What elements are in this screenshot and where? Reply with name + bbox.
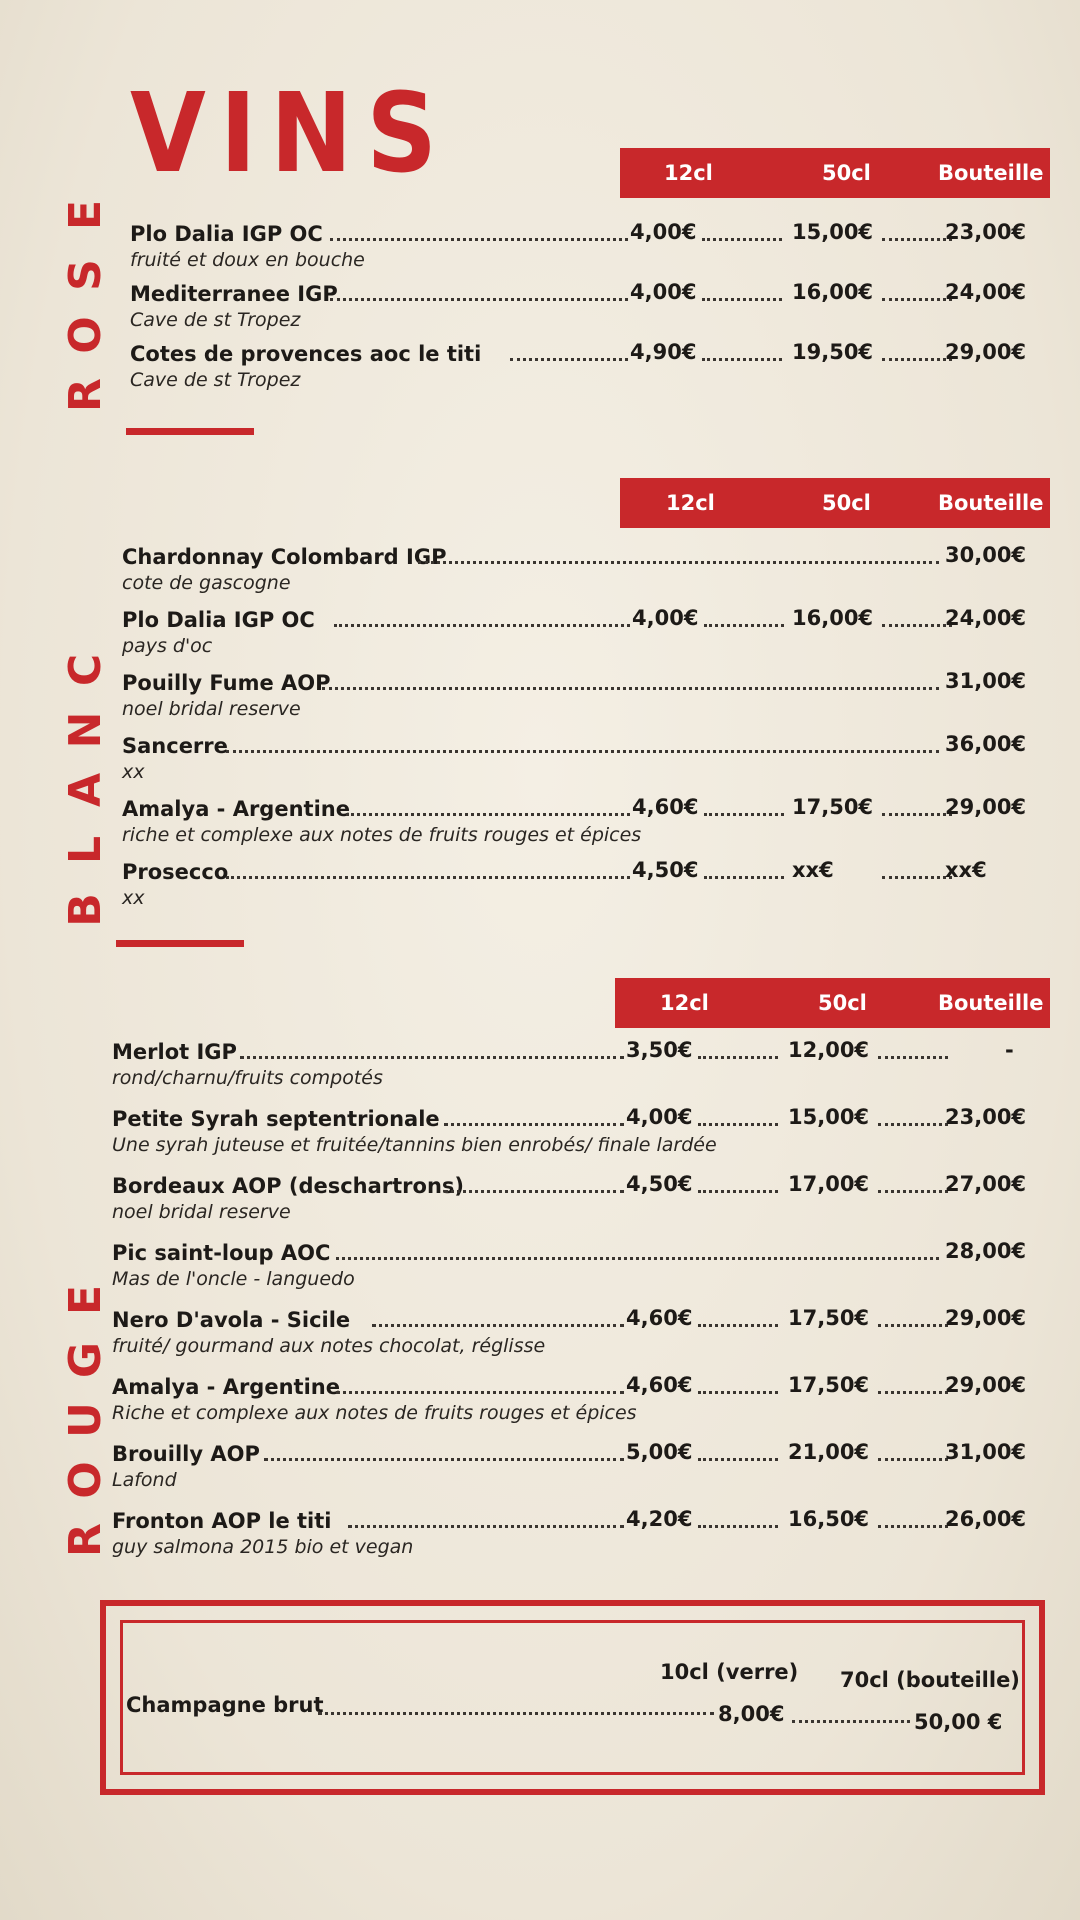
- header-c50: 50cl: [822, 161, 871, 185]
- price-bottle: 24,00€: [945, 606, 1027, 630]
- price-12cl: 3,50€: [626, 1038, 693, 1062]
- label-letter: B: [60, 893, 111, 927]
- header-bottle: Bouteille: [938, 991, 1044, 1015]
- wine-name: Prosecco: [122, 860, 229, 884]
- leader-dots: [702, 236, 782, 241]
- price-50cl: 16,00€: [792, 280, 874, 304]
- label-letter: L: [60, 835, 111, 865]
- price-50cl: 15,00€: [788, 1105, 870, 1129]
- wine-name: Pic saint-loup AOC: [112, 1241, 331, 1265]
- wine-description: xx: [122, 887, 145, 909]
- label-letter: E: [60, 199, 111, 231]
- label-letter: A: [60, 772, 111, 808]
- wine-description: Mas de l'oncle - languedo: [112, 1268, 355, 1290]
- price-bottle: 31,00€: [945, 1440, 1027, 1464]
- label-letter: N: [60, 711, 111, 749]
- leader-dots: [704, 622, 784, 627]
- label-letter: R: [60, 378, 111, 412]
- blanc-divider-rule: [116, 940, 244, 947]
- price-bottle: -: [1005, 1038, 1014, 1062]
- leader-dots: [882, 622, 952, 627]
- price-12cl: 4,00€: [630, 220, 697, 244]
- wine-description: Cave de st Tropez: [130, 309, 301, 331]
- leader-dots: [878, 1121, 948, 1126]
- wine-name: Fronton AOP le titi: [112, 1509, 332, 1533]
- blanc-price-header: [620, 478, 1050, 528]
- leader-dots: [372, 1322, 624, 1327]
- leader-dots: [264, 1456, 624, 1461]
- champagne-leader-dots-2: [792, 1718, 910, 1723]
- wine-description: Cave de st Tropez: [130, 369, 301, 391]
- price-bottle: xx€: [945, 858, 987, 882]
- champagne-col1-header: 10cl (verre): [660, 1660, 799, 1684]
- wine-description: Riche et complexe aux notes de fruits rouges et épices: [112, 1402, 637, 1424]
- label-letter: R: [60, 1523, 111, 1557]
- wine-name: Plo Dalia IGP OC: [130, 222, 323, 246]
- leader-dots: [444, 1121, 624, 1126]
- leader-dots: [704, 811, 784, 816]
- price-50cl: 19,50€: [792, 340, 874, 364]
- rouge-price-header: [615, 978, 1050, 1028]
- leader-dots: [878, 1322, 948, 1327]
- leader-dots: [878, 1456, 948, 1461]
- price-50cl: 17,00€: [788, 1172, 870, 1196]
- price-bottle: 27,00€: [945, 1172, 1027, 1196]
- leader-dots: [878, 1389, 948, 1394]
- header-c12: 12cl: [664, 161, 713, 185]
- wine-description: xx: [122, 761, 145, 783]
- leader-dots: [226, 874, 630, 879]
- leader-dots: [336, 1255, 939, 1260]
- price-bottle: 28,00€: [945, 1239, 1027, 1263]
- leader-dots: [698, 1054, 778, 1059]
- label-letter: O: [60, 316, 111, 354]
- label-letter: O: [60, 1461, 111, 1499]
- price-50cl: 16,50€: [788, 1507, 870, 1531]
- leader-dots: [698, 1456, 778, 1461]
- wine-description: Lafond: [112, 1469, 177, 1491]
- leader-dots: [878, 1523, 948, 1528]
- header-bottle: Bouteille: [938, 491, 1044, 515]
- price-bottle: 23,00€: [945, 220, 1027, 244]
- price-12cl: 4,60€: [632, 795, 699, 819]
- label-letter: S: [60, 259, 111, 291]
- blanc-section-label: [56, 640, 116, 940]
- price-12cl: 4,00€: [630, 280, 697, 304]
- champagne-leader-dots: [318, 1710, 714, 1715]
- rouge-section-label: [56, 1270, 116, 1570]
- header-c12: 12cl: [660, 991, 709, 1015]
- leader-dots: [882, 296, 952, 301]
- header-c50: 50cl: [818, 991, 867, 1015]
- price-50cl: 21,00€: [788, 1440, 870, 1464]
- price-bottle: 30,00€: [945, 543, 1027, 567]
- price-50cl: 16,00€: [792, 606, 874, 630]
- price-12cl: 4,20€: [626, 1507, 693, 1531]
- leader-dots: [330, 236, 628, 241]
- leader-dots: [418, 559, 939, 564]
- rose-divider-rule: [126, 428, 254, 435]
- wine-name: Nero D'avola - Sicile: [112, 1308, 351, 1332]
- leader-dots: [444, 1188, 624, 1193]
- leader-dots: [348, 1523, 624, 1528]
- wine-name: Brouilly AOP: [112, 1442, 260, 1466]
- price-50cl: 12,00€: [788, 1038, 870, 1062]
- leader-dots: [704, 874, 784, 879]
- rose-price-header: [620, 148, 1050, 198]
- wine-description: Une syrah juteuse et fruitée/tannins bien enrobés/ finale lardée: [112, 1134, 717, 1156]
- leader-dots: [702, 356, 782, 361]
- leader-dots: [878, 1188, 948, 1193]
- leader-dots: [698, 1322, 778, 1327]
- wine-name: Plo Dalia IGP OC: [122, 608, 315, 632]
- champagne-price-glass: 8,00€: [718, 1702, 785, 1726]
- wine-description: pays d'oc: [122, 635, 213, 657]
- header-c12: 12cl: [666, 491, 715, 515]
- price-50cl: 17,50€: [788, 1306, 870, 1330]
- champagne-name: Champagne brut: [126, 1693, 324, 1717]
- wine-name: Pouilly Fume AOP: [122, 671, 331, 695]
- price-bottle: 29,00€: [945, 1373, 1027, 1397]
- leader-dots: [510, 356, 628, 361]
- header-c50: 50cl: [822, 491, 871, 515]
- leader-dots: [698, 1389, 778, 1394]
- wine-name: Mediterranee IGP: [130, 282, 338, 306]
- label-letter: G: [60, 1341, 111, 1379]
- header-bottle: Bouteille: [938, 161, 1044, 185]
- price-bottle: 36,00€: [945, 732, 1027, 756]
- leader-dots: [346, 811, 630, 816]
- wine-name: Amalya - Argentine: [112, 1375, 340, 1399]
- price-bottle: 23,00€: [945, 1105, 1027, 1129]
- price-bottle: 26,00€: [945, 1507, 1027, 1531]
- wine-name: Bordeaux AOP (deschartrons): [112, 1174, 465, 1198]
- leader-dots: [702, 296, 782, 301]
- leader-dots: [322, 685, 939, 690]
- price-12cl: 5,00€: [626, 1440, 693, 1464]
- wine-name: Merlot IGP: [112, 1040, 237, 1064]
- wine-name: Petite Syrah septentrionale: [112, 1107, 440, 1131]
- label-letter: E: [60, 1284, 111, 1316]
- wine-description: noel bridal reserve: [122, 698, 301, 720]
- price-12cl: 4,90€: [630, 340, 697, 364]
- leader-dots: [882, 874, 952, 879]
- price-12cl: 4,00€: [626, 1105, 693, 1129]
- wine-description: fruité et doux en bouche: [130, 249, 365, 271]
- price-12cl: 4,00€: [632, 606, 699, 630]
- leader-dots: [336, 1389, 624, 1394]
- leader-dots: [330, 296, 628, 301]
- leader-dots: [240, 1054, 624, 1059]
- price-50cl: 17,50€: [792, 795, 874, 819]
- wine-description: cote de gascogne: [122, 572, 291, 594]
- champagne-price-bottle: 50,00 €: [914, 1710, 1003, 1734]
- wine-name: Amalya - Argentine: [122, 797, 350, 821]
- price-bottle: 29,00€: [945, 795, 1027, 819]
- champagne-col2-header: 70cl (bouteille): [840, 1668, 1020, 1692]
- wine-name: Cotes de provences aoc le titi: [130, 342, 482, 366]
- wine-description: rond/charnu/fruits compotés: [112, 1067, 383, 1089]
- price-12cl: 4,50€: [626, 1172, 693, 1196]
- wine-description: riche et complexe aux notes de fruits rouges et épices: [122, 824, 642, 846]
- menu-title: VINS: [130, 70, 451, 198]
- price-12cl: 4,60€: [626, 1373, 693, 1397]
- wine-description: fruité/ gourmand aux notes chocolat, réglisse: [112, 1335, 546, 1357]
- leader-dots: [882, 356, 952, 361]
- leader-dots: [698, 1523, 778, 1528]
- label-letter: U: [60, 1402, 111, 1438]
- price-12cl: 4,60€: [626, 1306, 693, 1330]
- price-bottle: 31,00€: [945, 669, 1027, 693]
- leader-dots: [334, 622, 630, 627]
- wine-name: Sancerre: [122, 734, 228, 758]
- leader-dots: [698, 1121, 778, 1126]
- leader-dots: [698, 1188, 778, 1193]
- price-50cl: xx€: [792, 858, 834, 882]
- wine-description: guy salmona 2015 bio et vegan: [112, 1536, 414, 1558]
- price-bottle: 24,00€: [945, 280, 1027, 304]
- leader-dots: [882, 236, 952, 241]
- price-12cl: 4,50€: [632, 858, 699, 882]
- price-50cl: 17,50€: [788, 1373, 870, 1397]
- wine-description: noel bridal reserve: [112, 1201, 291, 1223]
- rose-section-label: [56, 185, 116, 425]
- price-50cl: 15,00€: [792, 220, 874, 244]
- leader-dots: [226, 748, 939, 753]
- leader-dots: [878, 1054, 948, 1059]
- leader-dots: [882, 811, 952, 816]
- label-letter: C: [60, 653, 111, 687]
- price-bottle: 29,00€: [945, 340, 1027, 364]
- price-bottle: 29,00€: [945, 1306, 1027, 1330]
- wine-name: Chardonnay Colombard IGP: [122, 545, 447, 569]
